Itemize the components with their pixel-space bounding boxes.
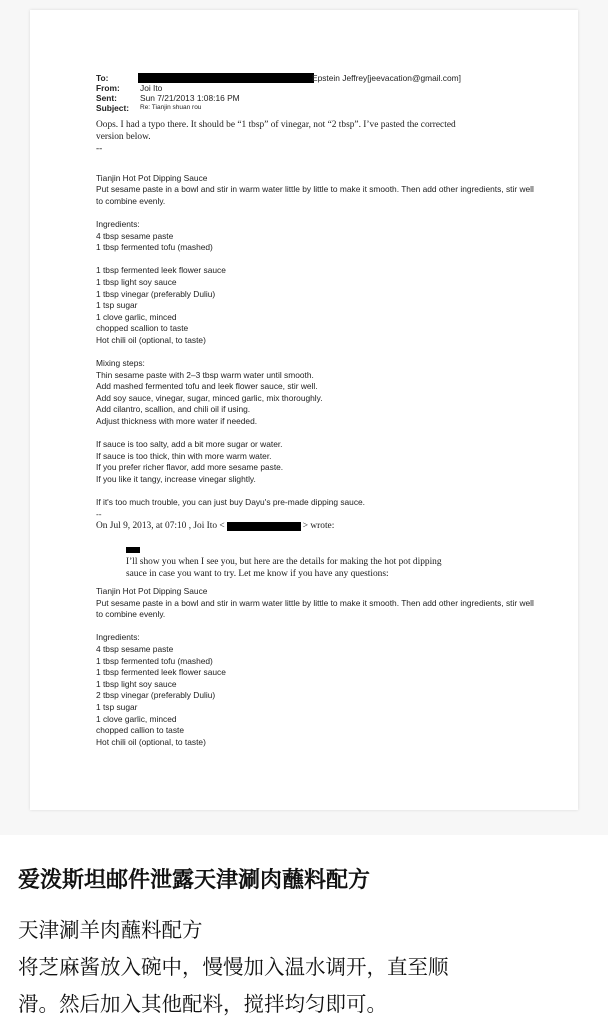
mixing-step: Thin sesame paste with 2–3 tbsp warm water until smooth. xyxy=(96,369,314,380)
email-intro xyxy=(96,119,536,155)
mixing-step: Add cilantro, scallion, and chili oil if using. xyxy=(96,404,251,415)
sent-label: Sent: xyxy=(96,93,117,103)
sent-value: Sun 7/21/2013 1:08:16 PM xyxy=(140,93,240,103)
quoted-recipe-intro-line: Put sesame paste in a bowl and stir in warm water little by little to make it smooth. Then add other ingredients, stir well xyxy=(96,597,534,608)
tip-line: If sauce is too thick, thin with more warm water. xyxy=(96,450,272,461)
quoted-recipe-intro-line: to combine evenly. xyxy=(96,609,166,620)
quote-header-prefix: On Jul 9, 2013, at 07:10 , Joi Ito < xyxy=(96,521,225,532)
quoted-ingredient-item: 2 tbsp vinegar (preferably Duliu) xyxy=(96,690,216,701)
from-value: Joi Ito xyxy=(140,83,163,93)
subject-row xyxy=(96,103,536,113)
recipe-intro-line: Put sesame paste in a bowl and stir in warm water little by little to make it smooth. Then add other ingredients, stir well xyxy=(96,184,534,195)
sent-row xyxy=(96,93,536,103)
separator: -- xyxy=(96,508,102,519)
quote-line: I’ll show you when I see you, but here are the details for making the hot pot dipping xyxy=(126,557,442,567)
quoted-ingredient-item: 1 tsp sugar xyxy=(96,701,138,712)
ingredient-item: 1 tbsp light soy sauce xyxy=(96,276,177,287)
from-label: From: xyxy=(96,83,120,93)
tip-line: If sauce is too salty, add a bit more sugar or water. xyxy=(96,439,283,450)
post-headline: 爱泼斯坦邮件泄露天津涮肉蘸料配方 xyxy=(18,868,371,893)
to-value: Epstein Jeffrey[jeevacation@gmail.com] xyxy=(312,73,461,83)
quote-header-suffix: > wrote: xyxy=(302,521,335,532)
redaction-bar xyxy=(126,547,140,553)
intro-line: version below. xyxy=(96,132,151,142)
quote-line: sauce in case you want to try. Let me know if you have any questions: xyxy=(126,569,389,579)
mixing-steps-label: Mixing steps: xyxy=(96,358,145,369)
subject-value: Re: Tianjin shuan rou xyxy=(140,104,202,111)
ingredient-item: chopped scallion to taste xyxy=(96,323,189,334)
post-body-line: 将芝麻酱放入碗中，慢慢加入温水调开，直至顺 xyxy=(18,955,449,979)
redaction-bar xyxy=(138,73,314,83)
ingredient-item: 1 clove garlic, minced xyxy=(96,311,177,322)
post-body-line: 滑。然后加入其他配料，搅拌均匀即可。 xyxy=(18,992,387,1016)
recipe-title: Tianjin Hot Pot Dipping Sauce xyxy=(96,172,208,183)
tip-line: If you like it tangy, increase vinegar slightly. xyxy=(96,474,256,485)
intro-line: Oops. I had a typo there. It should be “1 tbsp” of vinegar, not “2 tbsp”. I’ve pasted the corrected xyxy=(96,120,456,130)
quoted-ingredient-item: 4 tbsp sesame paste xyxy=(96,643,174,654)
ingredient-item: 4 tbsp sesame paste xyxy=(96,230,174,241)
to-row xyxy=(96,73,536,83)
email-document xyxy=(96,73,536,748)
quoted-ingredients-label: Ingredients: xyxy=(96,632,140,643)
closing-line: If it's too much trouble, you can just buy Dayu's pre-made dipping sauce. xyxy=(96,497,366,508)
quoted-recipe-title: Tianjin Hot Pot Dipping Sauce xyxy=(96,586,208,596)
from-row xyxy=(96,83,536,93)
quoted-message xyxy=(96,544,536,580)
redaction-bar xyxy=(227,522,301,531)
ingredients-label: Ingredients: xyxy=(96,218,140,229)
quoted-ingredient-item: 1 tbsp fermented leek flower sauce xyxy=(96,667,226,678)
ingredient-item: Hot chili oil (optional, to taste) xyxy=(96,334,206,345)
quoted-ingredient-item: 1 tbsp light soy sauce xyxy=(96,678,177,689)
subject-label: Subject: xyxy=(96,103,130,113)
intro-line: -- xyxy=(96,144,103,154)
ingredient-item: 1 tsp sugar xyxy=(96,300,138,311)
ingredient-item: 1 tbsp fermented tofu (mashed) xyxy=(96,242,213,253)
quoted-ingredient-item: 1 tbsp fermented tofu (mashed) xyxy=(96,655,213,666)
quoted-ingredient-item: chopped callion to taste xyxy=(96,725,184,736)
mixing-step: Add mashed fermented tofu and leek flower sauce, stir well. xyxy=(96,381,318,392)
quoted-ingredient-item: Hot chili oil (optional, to taste) xyxy=(96,736,206,747)
post-body xyxy=(18,912,590,1023)
post-subheading: 天津涮羊肉蘸料配方 xyxy=(18,918,203,942)
recipe-intro-line: to combine evenly. xyxy=(96,195,166,206)
quote-header xyxy=(96,520,536,532)
tip-line: If you prefer richer flavor, add more sesame paste. xyxy=(96,462,284,473)
mixing-step: Add soy sauce, vinegar, sugar, minced garlic, mix thoroughly. xyxy=(96,392,323,403)
quoted-ingredient-item: 1 clove garlic, minced xyxy=(96,713,177,724)
mixing-step: Adjust thickness with more water if needed. xyxy=(96,416,258,427)
to-label: To: xyxy=(96,73,109,83)
ingredient-item: 1 tbsp fermented leek flower sauce xyxy=(96,265,226,276)
ingredient-item: 1 tbsp vinegar (preferably Duliu) xyxy=(96,288,216,299)
